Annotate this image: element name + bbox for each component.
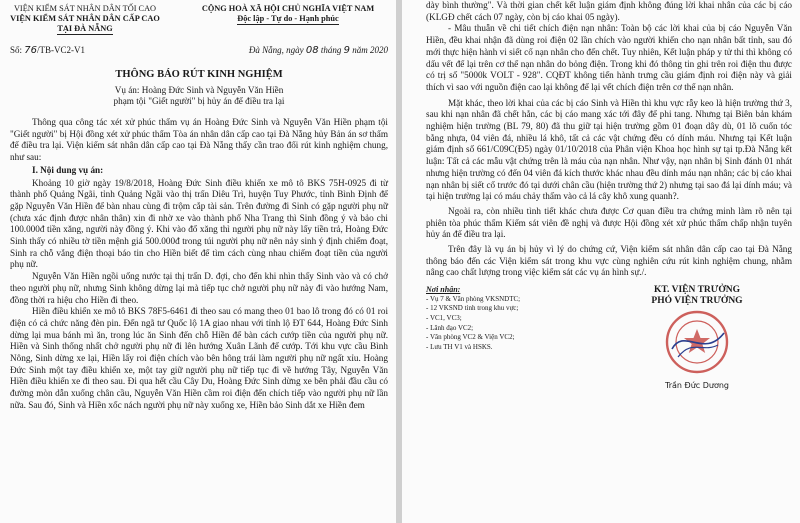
case-line-1: Vụ án: Hoàng Đức Sinh và Nguyễn Văn Hiền — [114, 85, 284, 95]
issuing-agency — [10, 4, 160, 35]
right-paragraph-5: Trên đây là vụ án bị hủy vì lý do chứng cứ, Viện kiểm sát nhân dân cấp cao tại Đà Nẵng thông báo đến các Viện kiểm sát trong khu vực cùng nghiên cứu rút kinh nghiệm chung, nhằm nâng cao chất lượng trong việc kiểm sát các vụ án hình sự./. — [426, 244, 792, 278]
signer-name: Trần Đức Dương — [665, 381, 729, 391]
recipient-item: - VC1, VC3; — [426, 313, 462, 322]
recipients-label: Nơi nhận: — [426, 285, 461, 295]
signer-org: KT. VIỆN TRƯỞNG — [654, 285, 740, 296]
signer — [602, 285, 792, 391]
section-heading: I. Nội dung vụ án: — [32, 164, 104, 175]
agency-line-3: TẠI ĐÀ NẴNG — [57, 24, 113, 33]
recipient-item: - 12 VKSND tỉnh trong khu vực; — [426, 304, 519, 313]
case-line-2: phạm tội "Giết người" bị hủy án để điều tra lại — [113, 96, 285, 106]
page-left — [0, 0, 396, 523]
document-header — [10, 4, 388, 35]
document-title: THÔNG BÁO RÚT KINH NGHIỆM — [115, 69, 283, 80]
left-paragraph-1: Khoảng 10 giờ ngày 19/8/2018, Hoàng Đức Sinh điều khiển xe mô tô BKS 75H-0925 đi từ thành phố Quảng Ngãi, tỉnh Quảng Ngãi vào thị trấn Diêu Trì, huyện Tuy Phước, tỉnh Bình Định để gặp Nguyễn Văn Hiền để bàn nhau cùng đi trộm cắp tài sản. Trên đường đi Sinh có gặp người phụ nữ (chưa xác định được nhân thân) xin đi nhờ xe vào thành phố Nha Trang thì Sinh đồng ý và bảo chi 100.000đ tiền xăng, người này đồng ý. Khi vào đổ xăng thì người phụ nữ này lấy tiền trả, Hoàng Đức Sinh thấy có nhiều tờ tiền mệnh giá 500.000đ trong túi người phụ nữ nên nảy sinh ý định chiếm đoạt, Sinh ra chỗ vắng điện thoại báo tin cho Hiền biết để tìm cách cùng nhau chiếm đoạt tiền của người phụ nữ. — [10, 177, 388, 270]
page-right — [402, 0, 800, 523]
national-motto: Độc lập - Tự do - Hạnh phúc — [237, 14, 339, 23]
date-prefix: Đà Nẵng, ngày — [248, 45, 304, 55]
intro-paragraph: Thông qua công tác xét xử phúc thẩm vụ án Hoàng Đức Sinh và Nguyễn Văn Hiền phạm tội "Giết người" bị Hội đồng xét xử phúc thẩm Tòa án nhân dân cấp cao tại Đà Nẵng hủy Bản án sơ thẩm để điều tra lại. Viện kiểm sát nhân dân cấp cao tại Đà Nẵng thấy cần trao đổi rút kinh nghiệm chung, như sau: — [10, 117, 388, 163]
number-value: 76 — [24, 45, 37, 56]
left-paragraph-2: Nguyễn Văn Hiền ngồi uống nước tại thị trấn D. đợi, cho đến khi nhìn thấy Sinh vào và có chở theo người phụ nữ, nhưng Sinh không dừng lại mà tiếp tục chở người phụ nữ này đi vào hướng Nam, đồng thời ra hiệu cho Hiền đi theo. — [10, 271, 388, 305]
date-day: 08 — [305, 45, 319, 56]
agency-line-1: VIỆN KIỂM SÁT NHÂN DÂN TỐI CAO — [13, 4, 157, 13]
right-paragraph-3: Mặt khác, theo lời khai của các bị cáo Sinh và Hiền thì khu vực rẫy keo là hiện trường thứ 3, sau khi nạn nhân đã chết hẳn, các bị cáo mang xác tới đây để phi tang. Nhưng tại Biên bản khám nghiệm hiện trường (BL 79, 80) đã thu giữ tại hiện trường gồm 01 đoạn dây dù, 01 lõ cuốn tóc bằng nhựa, 04 viên đá, nhiều lá khô, tất cả các vật chứng đều có dính máu. Nhưng tại Kết luận giám định số 661/C09C(Đ5) ngày 01/10/2018 của Phân viện Khoa học hình sự tại tp.Đà Nẵng kết luận: Tất cả các mẫu vật chứng trên là máu của nạn nhân. Như vậy, nạn nhân bị Sinh đánh 01 nhát nhưng hiện trường có đến 04 viên đá kích thước khác nhau đều dính máu nạn nhân; các bị cáo khai nạn nhân bị siết cổ trước đó tại dưới chân cầu (hiện trường thứ 2) nhưng tại sao đá lại dính máu; và tại hiện trường lại có máu chảy thấm vào cả lá cây khô xung quanh?. — [426, 97, 792, 202]
recipient-item: - Văn phòng VC2 & Viện VC2; — [426, 333, 515, 342]
year-label: năm 2020 — [352, 45, 388, 55]
month-label: tháng — [320, 45, 342, 55]
agency-line-2: VIỆN KIỂM SÁT NHÂN DÂN CẤP CAO — [10, 14, 160, 23]
right-paragraph-1: dày bình thường". Và thời gian chết kết luận giám định không đúng lời khai nhân của các bị cáo (KLGĐ chết cách 07 ngày, còn bị cáo khai 05 ngày). — [426, 0, 792, 22]
national-heading — [188, 4, 388, 35]
recipient-item: - Lãnh đạo VC2; — [426, 323, 474, 332]
left-paragraph-3: Hiền điều khiển xe mô tô BKS 78F5-6461 đi theo sau có mang theo 01 bao lô trong đó có 01 roi điện có cả chức năng đèn pin. Đến ngã tư Quốc lộ 1A giao nhau với tỉnh lộ ĐT 644, Hoàng Đức Sinh dừng lại mua bánh mì ăn, trong lúc ăn Sinh đến chỗ Hiền để bàn cách cướp tiền của người phụ nữ. Hiền và Sinh thống nhất chở người phụ nữ đi lên hướng Xuân Lãnh để cướp. Tới khu vực cầu Bình Nông, Sinh dừng xe lại, Hiền lấy roi điện chích vào bên hông trái làm người phụ nữ ngất xỉu. Hoàng Đức Sinh một tay điều khiển xe, một tay giữ người phụ nữ tiếp tục đi về hướng Tây, Nguyễn Văn Hiền điều khiển xe đi theo sau. Đi qua hết cầu Cây Du, Hoàng Đức Sinh dừng xe bên phải đầu cầu có đường mòn dẫn xuống chân cầu, Nguyễn Văn Hiền cầm roi điện đến chích tiếp vào người phụ nữ lần nữa. Sau đó, Sinh và Hiền xốc nách người phụ nữ này xuống xe, Hiền bảo Sinh dắt xe Hiền đem — [10, 306, 388, 410]
right-paragraph-2: - Mâu thuẫn về chi tiết chích điện nạn nhân: Toàn bộ các lời khai của bị cáo Nguyễn Văn Hiền, đều khai nhận đã dùng roi điện 02 lần chích vào người khiến cho nạn nhân bất tỉnh, sau đó mới thực hiện hành vi siết cổ nạn nhân cho đến chết. Tuy nhiên, Kết luận pháp y tử thi thì không có dấu vết để lại trên cơ thể nạn nhân do bỏng điện. Trong khi đó thông tin ghi trên roi điện thu được có trị số "5000k VOLT - 928". CQĐT không tiến hành trưng cầu giám định roi điện này và giải thích vì sao với nguồn điện cao lại không để lại vết chích điện trên cơ thể nạn nhân. — [426, 23, 792, 92]
number-prefix: Số: — [10, 45, 23, 55]
document-meta — [10, 45, 388, 56]
case-subject — [10, 85, 388, 107]
number-suffix: /TB-VC2-V1 — [37, 45, 85, 55]
document-number — [10, 45, 85, 56]
recipients-list — [426, 285, 586, 391]
recipient-item: - Lưu TH V1 và HSKS. — [426, 342, 493, 351]
document-date — [249, 45, 388, 56]
signer-title: PHÓ VIỆN TRƯỞNG — [651, 296, 743, 307]
republic-name: CỘNG HOÀ XÃ HỘI CHỦ NGHĨA VIỆT NAM — [201, 4, 375, 13]
official-seal-icon — [664, 309, 730, 375]
recipient-item: - Vụ 7 & Văn phòng VKSNDTC; — [426, 294, 521, 303]
right-paragraph-4: Ngoài ra, còn nhiều tình tiết khác chưa được Cơ quan điều tra chứng minh làm rõ nên tại phiên tòa phúc thẩm Kiểm sát viên đề nghị và được Hội đồng xét xử phúc thẩm chấp nhận tuyên hủy án để điều tra lại. — [426, 205, 792, 240]
date-month: 9 — [343, 45, 350, 56]
signature-block — [426, 285, 792, 391]
